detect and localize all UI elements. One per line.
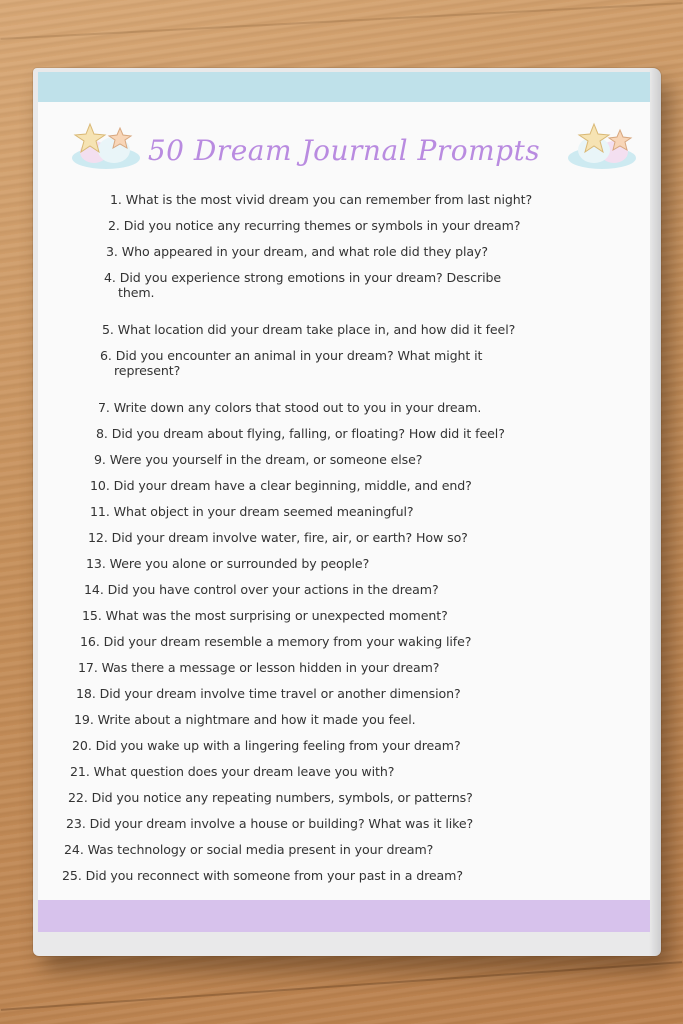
top-color-band [38, 72, 650, 102]
bottom-color-band [38, 900, 650, 932]
list-item-text: 4. Did you experience strong emotions in your dream? Describe [104, 270, 502, 285]
wood-seam [1, 961, 682, 1011]
wood-seam [0, 2, 682, 40]
list-item: 2. Did you notice any recurring themes or symbols in your dream? [108, 218, 521, 233]
book-spine-shade [649, 68, 661, 956]
page-title: 50 Dream Journal Prompts [147, 134, 541, 167]
list-item-continuation: them. [118, 285, 155, 300]
list-item: 9. Were you yourself in the dream, or someone else? [94, 452, 423, 467]
list-item-text: 6. Did you encounter an animal in your dream? What might it [100, 348, 483, 363]
list-item: 17. Was there a message or lesson hidden in your dream? [78, 660, 440, 675]
list-item: 25. Did you reconnect with someone from your past in a dream? [62, 868, 463, 883]
list-item: 13. Were you alone or surrounded by people? [86, 556, 370, 571]
list-item [104, 270, 501, 300]
list-item: 15. What was the most surprising or unexpected moment? [82, 608, 448, 623]
list-item: 22. Did you notice any repeating numbers, symbols, or patterns? [68, 790, 473, 805]
list-item: 23. Did your dream involve a house or building? What was it like? [66, 816, 474, 831]
list-item: 18. Did your dream involve time travel or another dimension? [76, 686, 461, 701]
list-item: 19. Write about a nightmare and how it made you feel. [74, 712, 416, 727]
list-item: 16. Did your dream resemble a memory from your waking life? [80, 634, 472, 649]
journal-page [38, 72, 650, 932]
list-item: 14. Did you have control over your actions in the dream? [84, 582, 439, 597]
list-item: 20. Did you wake up with a lingering feeling from your dream? [72, 738, 461, 753]
list-item-continuation: represent? [114, 363, 181, 378]
list-item: 3. Who appeared in your dream, and what role did they play? [106, 244, 488, 259]
list-item: 12. Did your dream involve water, fire, air, or earth? How so? [88, 530, 468, 545]
list-item: 1. What is the most vivid dream you can remember from last night? [110, 192, 533, 207]
list-item: 24. Was technology or social media present in your dream? [64, 842, 434, 857]
list-item: 5. What location did your dream take place in, and how did it feel? [102, 322, 516, 337]
list-item: 8. Did you dream about flying, falling, or floating? How did it feel? [96, 426, 505, 441]
list-item: 10. Did your dream have a clear beginning, middle, and end? [90, 478, 472, 493]
list-item: 21. What question does your dream leave you with? [70, 764, 395, 779]
list-item: 11. What object in your dream seemed meaningful? [90, 504, 414, 519]
list-item [100, 348, 482, 378]
list-item: 7. Write down any colors that stood out to you in your dream. [98, 400, 482, 415]
cloud-star-icon [564, 118, 640, 174]
